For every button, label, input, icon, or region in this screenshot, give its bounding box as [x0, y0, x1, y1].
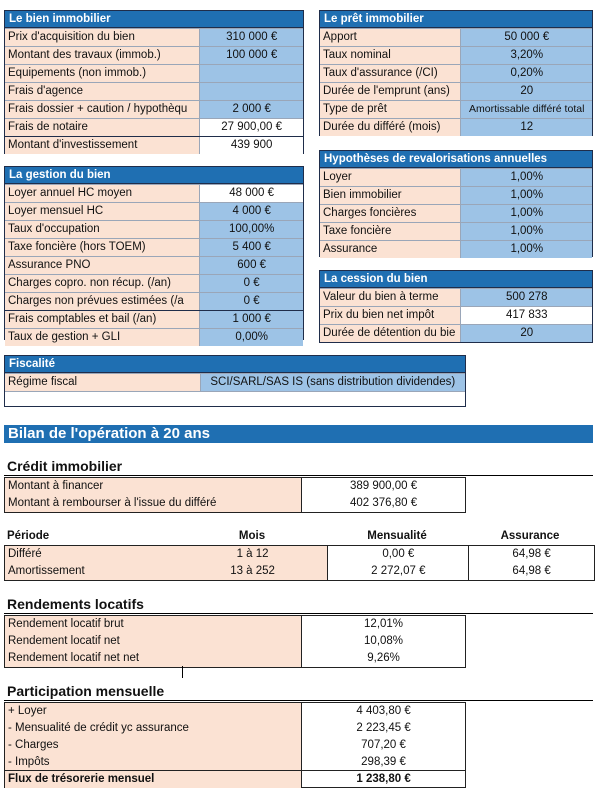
table-row: Montant à rembourser à l'issue du différé 402 376,80 € — [5, 495, 465, 512]
credit-table — [4, 477, 466, 513]
periodes-table — [4, 545, 595, 581]
divider-bracket — [4, 666, 183, 678]
periodes-header: Période Mois Mensualité Assurance — [7, 530, 560, 542]
table-row: Taux d'assurance (/CI) 0,20% — [320, 64, 592, 82]
rendements-table — [4, 615, 466, 668]
hypotheses-title: Hypothèses de revalorisations annuelles — [320, 151, 592, 168]
cession-panel — [319, 270, 593, 343]
bien-panel — [4, 10, 304, 154]
fiscalite-panel — [4, 355, 466, 407]
table-row: Taux d'occupation 100,00% — [5, 220, 303, 238]
bien-title: Le bien immobilier — [5, 11, 303, 28]
table-row: Assurance 1,00% — [320, 240, 592, 258]
table-row: Différé 1 à 12 0,00 € 64,98 € — [5, 546, 594, 563]
table-row: Charges foncières 1,00% — [320, 204, 592, 222]
table-row: Valeur du bien à terme 500 278 — [320, 288, 592, 306]
table-row: Durée de l'emprunt (ans) 20 — [320, 82, 592, 100]
hypotheses-panel — [319, 150, 593, 257]
table-row: Apport 50 000 € — [320, 28, 592, 46]
table-row: Frais de notaire 27 900,00 € — [5, 118, 303, 136]
pret-panel — [319, 10, 593, 136]
participation-title: Participation mensuelle — [7, 683, 165, 699]
table-row: Assurance PNO 600 € — [5, 256, 303, 274]
table-row: Equipements (non immob.) — [5, 64, 303, 82]
pret-title: Le prêt immobilier — [320, 11, 592, 28]
credit-title: Crédit immobilier — [7, 458, 123, 474]
gestion-title: La gestion du bien — [5, 167, 303, 184]
table-row: Rendement locatif net 10,08% — [5, 633, 465, 650]
table-row: Frais d'agence — [5, 82, 303, 100]
table-row: Taxe foncière (hors TOEM) 5 400 € — [5, 238, 303, 256]
table-row: Taxe foncière 1,00% — [320, 222, 592, 240]
table-row: - Impôts 298,39 € — [5, 754, 465, 770]
table-row: Prix du bien net impôt 417 833 — [320, 306, 592, 324]
rendements-title: Rendements locatifs — [7, 596, 144, 612]
table-row: Rendement locatif brut 12,01% — [5, 616, 465, 633]
bilan-title: Bilan de l'opération à 20 ans — [4, 425, 593, 443]
table-row: Type de prêt Amortissable différé total — [320, 100, 592, 118]
gestion-panel — [4, 166, 304, 343]
credit-underline — [4, 475, 593, 476]
cession-title: La cession du bien — [320, 271, 592, 288]
table-row: - Mensualité de crédit yc assurance 2 223,45 € — [5, 720, 465, 737]
table-row: Frais dossier + caution / hypothèqu 2 000 € — [5, 100, 303, 118]
table-row: Charges non prévues estimées (/a 0 € — [5, 292, 303, 310]
table-row: Prix d'acquisition du bien 310 000 € — [5, 28, 303, 46]
table-row: Loyer mensuel HC 4 000 € — [5, 202, 303, 220]
fiscalite-title: Fiscalité — [5, 356, 465, 373]
table-row: Taux de gestion + GLI 0,00% — [5, 328, 303, 346]
table-row: Montant des travaux (immob.) 100 000 € — [5, 46, 303, 64]
regime-fiscal-select[interactable]: SCI/SARL/SAS IS (sans distribution dividendes) — [201, 374, 465, 391]
table-row: Loyer 1,00% — [320, 168, 592, 186]
participation-underline — [4, 700, 593, 701]
table-row: Amortissement 13 à 252 2 272,07 € 64,98 € — [5, 563, 594, 580]
table-row: Frais comptables et bail (/an) 1 000 € — [5, 310, 303, 328]
table-row: Taux nominal 3,20% — [320, 46, 592, 64]
rendements-underline — [4, 613, 593, 614]
table-row: Bien immobilier 1,00% — [320, 186, 592, 204]
table-row: Montant à financer 389 900,00 € — [5, 478, 465, 495]
total-row: Flux de trésorerie mensuel 1 238,80 € — [5, 770, 465, 788]
table-row: Rendement locatif net net 9,26% — [5, 650, 465, 667]
table-row: Montant d'investissement 439 900 — [5, 136, 303, 154]
table-row: + Loyer 4 403,80 € — [5, 703, 465, 720]
table-row: Durée de détention du bie 20 — [320, 324, 592, 342]
participation-table — [4, 702, 466, 788]
table-row: - Charges 707,20 € — [5, 737, 465, 754]
table-row: Charges copro. non récup. (/an) 0 € — [5, 274, 303, 292]
table-row: Loyer annuel HC moyen 48 000 € — [5, 184, 303, 202]
table-row: Régime fiscal SCI/SARL/SAS IS (sans distribution dividendes) — [5, 373, 465, 392]
table-row: Durée du différé (mois) 12 — [320, 118, 592, 136]
